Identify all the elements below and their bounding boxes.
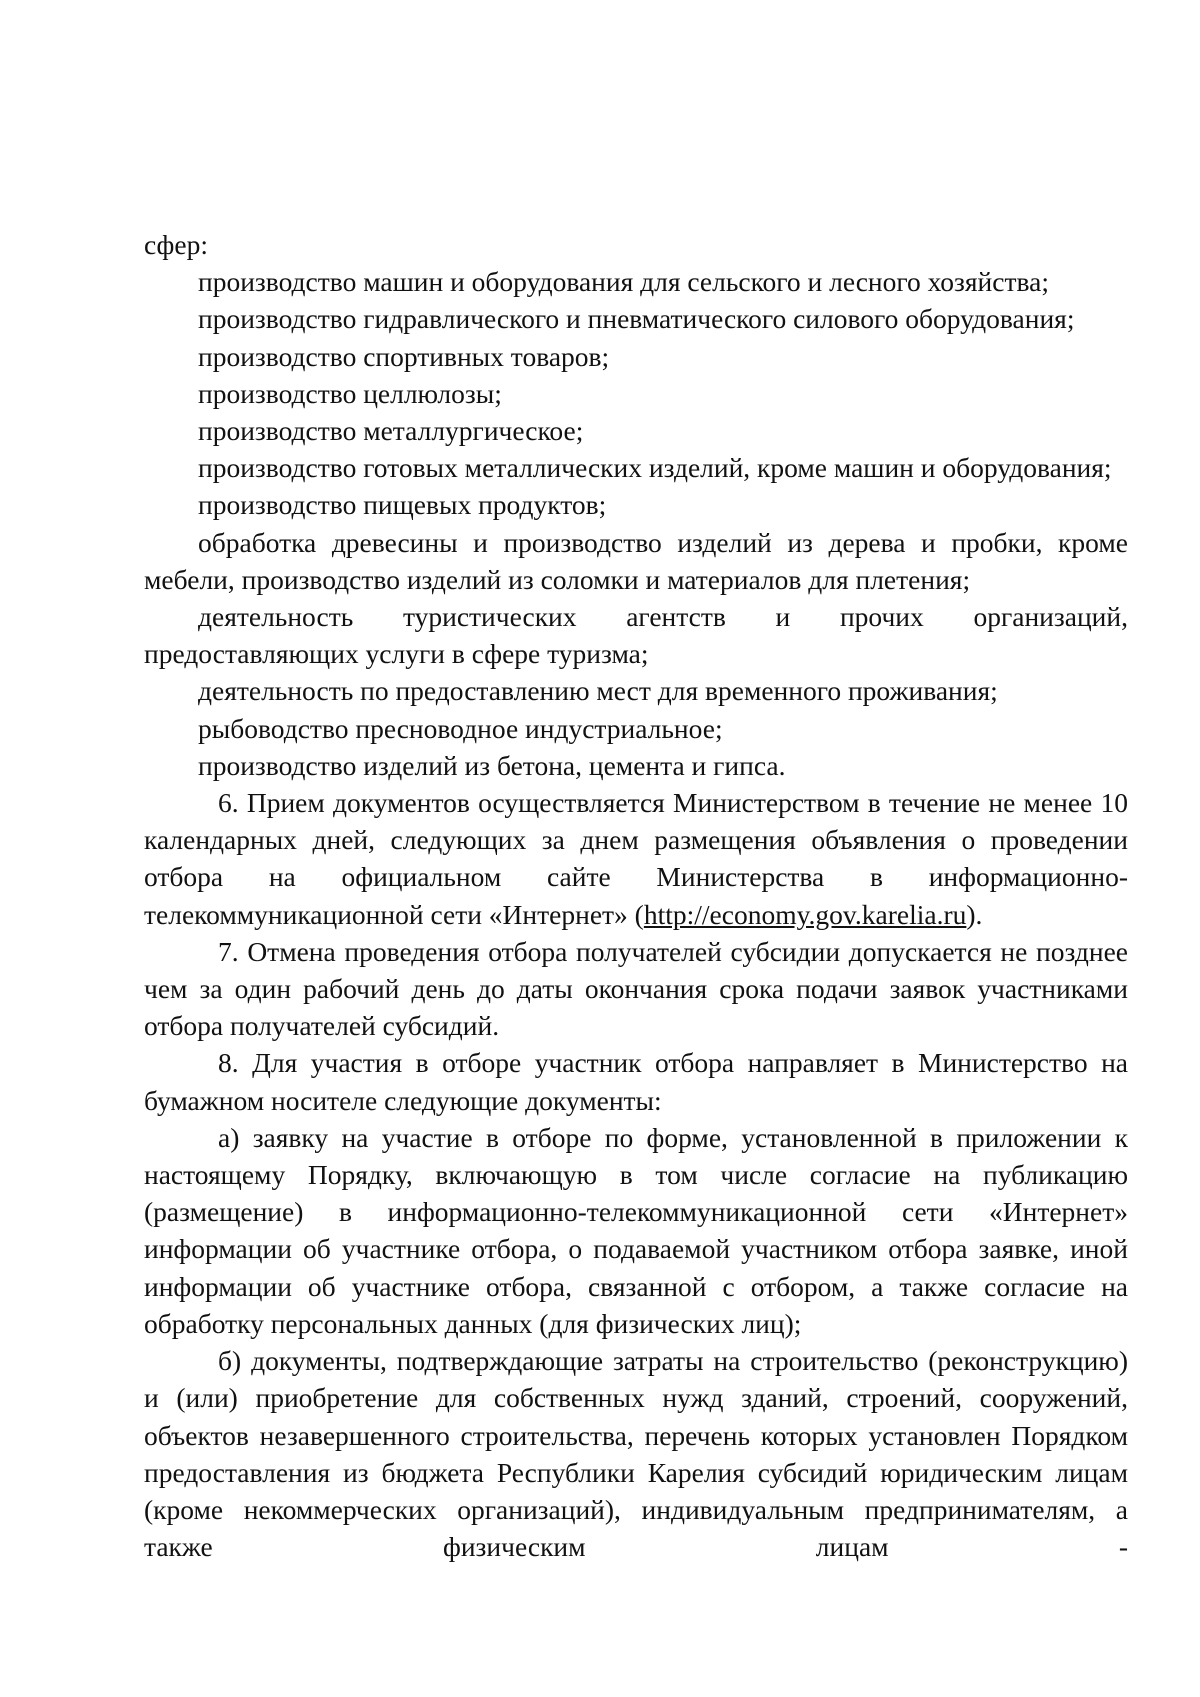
lead-text: сфер: (144, 229, 208, 260)
list-item: производство спортивных товаров; (198, 340, 610, 372)
list-item: производство гидравлического и пневматического силового оборудования; (198, 303, 1075, 335)
list-item: производство металлургическое; (198, 415, 584, 447)
paragraph-a: а) заявку на участие в отборе по форме, установленной в приложении к настоящему Порядку, включающую в том числе согласие на публикацию (размещение) в информационно-телекоммуникационной сети «Интернет» информации об участнике отбора, о подаваемой участником отбора заявке, иной информации об участнике отбора, связанной с отбором, а также согласие на обработку персональных данных (для физических лиц); (144, 1121, 1128, 1339)
paragraph-8: 8. Для участия в отборе участник отбора направляет в Министерство на бумажном носителе следующие документы: (144, 1047, 1128, 1116)
paragraph-6 (144, 784, 1128, 933)
paragraph-6-close: ). (966, 898, 983, 930)
list-item: производство пищевых продуктов; (198, 489, 607, 521)
list-item: обработка древесины и производство изделий из дерева и пробки, кроме мебели, производство изделий из соломки и материалов для плетения; (144, 526, 1128, 595)
paragraph-6-text: 6. Прием документов осуществляется Министерством в течение не менее 10 календарных дней, следующих за днем размещения объявления о проведении отбора на официальном сайте Министерства в информационно-телекоммуникационной сети «Интернет» (144, 787, 1128, 930)
list-item: деятельность туристических агентств и прочих организаций, предоставляющих услуги в сфере туризма; (144, 601, 1128, 670)
list-item: производство изделий из бетона, цемента и гипса. (198, 749, 786, 781)
list-item: производство целлюлозы; (198, 377, 502, 409)
paragraph-b: б) документы, подтверждающие затраты на строительство (реконструкцию) и (или) приобретение для собственных нужд зданий, строений, сооружений, объектов незавершенного строительства, перечень которых установлен Порядком предоставления из бюджета Республики Карелия субсидий юридическим лицам (кроме некоммерческих организаций), индивидуальным предпринимателям, а также физическим лицам - (144, 1345, 1128, 1563)
document-page (144, 226, 1128, 1565)
paragraph-6-open: ( (634, 898, 644, 930)
paragraph-7: 7. Отмена проведения отбора получателей субсидии допускается не позднее чем за один рабочий день до даты окончания срока подачи заявок участниками отбора получателей субсидий. (144, 935, 1128, 1042)
list-item: производство машин и оборудования для сельского и лесного хозяйства; (198, 266, 1049, 298)
list-item: деятельность по предоставлению мест для временного проживания; (198, 675, 998, 707)
list-item: производство готовых металлических изделий, кроме машин и оборудования; (198, 452, 1112, 484)
list-item: рыбоводство пресноводное индустриальное; (198, 712, 723, 744)
website-link[interactable]: http://economy.gov.karelia.ru (643, 898, 967, 930)
